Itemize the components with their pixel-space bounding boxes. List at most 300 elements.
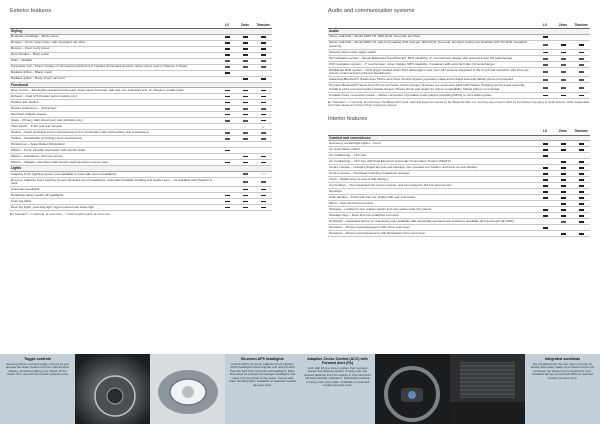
availability-cell <box>254 181 272 183</box>
optional-mark <box>579 79 584 81</box>
standard-mark <box>261 54 266 56</box>
feature-label: Panorama roof – Fixed, includes 2-off manual sunblinds (LX includes illuminated sunvisor vanity mirror) (and in Titanium X Pack) <box>11 64 187 69</box>
group-heading: Functional <box>10 83 272 89</box>
availability-cell <box>572 215 590 217</box>
availability-cell <box>218 114 236 116</box>
feature-label: Sunvisors – Driver's and passenger's with mirror and cover <box>329 225 410 230</box>
availability-cell <box>218 201 236 203</box>
standard-mark <box>261 207 266 209</box>
standard-mark <box>543 215 548 217</box>
feature-label: Automatic headlights <box>11 186 40 191</box>
column-header-titanium: Titanium <box>574 22 588 27</box>
optional-mark <box>225 138 230 140</box>
standard-mark <box>225 114 230 116</box>
feature-tile <box>225 354 300 424</box>
feature-label: Accessory socket/cigar lighter – Front <box>329 141 381 146</box>
optional-mark <box>261 60 266 62</box>
standard-mark <box>261 78 266 80</box>
feature-label: Air recirculation switch <box>329 147 360 152</box>
group-heading: Audio <box>328 29 590 35</box>
availability-cell <box>218 72 236 74</box>
availability-cell <box>254 102 272 104</box>
standard-mark <box>561 209 566 211</box>
availability-cell <box>254 54 272 56</box>
availability-cell <box>254 201 272 203</box>
availability-cell <box>254 162 272 164</box>
availability-cell <box>554 167 572 169</box>
availability-cell <box>218 102 236 104</box>
availability-cell <box>536 79 554 81</box>
table-row <box>328 83 590 92</box>
table-row <box>328 41 590 50</box>
feature-label: Heated rear window <box>11 99 39 104</box>
feature-label: Radiator grilles – Black, mesh <box>11 70 52 75</box>
availability-cell <box>554 64 572 66</box>
standard-mark <box>543 227 548 229</box>
optional-mark <box>561 64 566 66</box>
availability-cell <box>218 132 236 134</box>
availability-cell <box>254 114 272 116</box>
feature-label: Stowage trays – Rear 2nd row underfloor foot area <box>329 213 399 218</box>
standard-mark <box>579 143 584 145</box>
availability-cell <box>572 167 590 169</box>
feature-label: Wipers – Tailgate, intermittent with electric wash and auto reverse wipe <box>11 159 109 164</box>
availability-cell <box>536 64 554 66</box>
availability-cell <box>254 60 272 62</box>
standard-mark <box>261 42 266 44</box>
optional-mark <box>261 66 266 68</box>
feature-label: Glass – Privacy, dark tinted (rear side windows only) <box>11 117 83 122</box>
standard-mark <box>543 149 548 151</box>
optional-mark <box>561 79 566 81</box>
optional-mark <box>579 58 584 60</box>
availability-cell <box>218 207 236 209</box>
feature-label: Towbar – Detachable (including 13-pin electrical kit) <box>11 135 82 140</box>
availability-cell <box>572 64 590 66</box>
standard-mark <box>543 173 548 175</box>
optional-mark <box>543 64 548 66</box>
standard-mark <box>543 155 548 157</box>
standard-mark <box>243 162 248 164</box>
feature-label: Wipers – Autowipers, with rain sensor <box>11 153 63 158</box>
optional-mark <box>543 87 548 89</box>
availability-cell <box>236 36 254 38</box>
standard-mark <box>543 179 548 181</box>
pack-mark: ○ □ <box>260 172 266 177</box>
standard-mark <box>561 167 566 169</box>
column-header-zetec: Zetec <box>558 129 568 134</box>
availability-cell <box>236 207 254 209</box>
standard-mark <box>579 161 584 163</box>
feature-tile-title: Bi-xenon AFS headlights <box>241 357 284 361</box>
standard-mark <box>543 36 548 38</box>
availability-cell <box>572 173 590 175</box>
standard-mark <box>225 54 230 56</box>
availability-cell <box>254 48 272 50</box>
table-header <box>10 21 272 29</box>
feature-tile-title: Adaptive Cruise Control (ACC) with Forward Alert (FA) <box>307 357 368 365</box>
availability-cell <box>236 66 254 68</box>
availability-cell <box>236 132 254 134</box>
column-header-titanium: Titanium <box>256 22 270 27</box>
standard-mark <box>561 191 566 193</box>
optional-mark <box>243 138 248 140</box>
feature-tile-title: Integrated sunblinds <box>544 357 581 361</box>
availability-cell <box>536 155 554 157</box>
optional-mark <box>225 132 230 134</box>
column-header-lx: LX <box>542 22 548 27</box>
availability-cell <box>572 95 590 97</box>
pack-mark: □ <box>262 124 264 129</box>
standard-mark <box>243 102 248 104</box>
standard-mark <box>561 215 566 217</box>
feature-label: Air conditioning – CFC-free with Dual Electronic Automatic Temperature Control (DEATC) <box>329 159 451 164</box>
feature-tile-desc: Steering wheel-mounted toggle controls let you operate the audio system and the multi-function display, all without taking your hands off the wheel. (For use with Ford audio systems only) <box>5 361 70 377</box>
availability-cell <box>572 203 590 205</box>
feature-label: Radiator grilles – Body colour surround <box>11 76 65 81</box>
feature-label: Premium Bluetooth® Hands Free Phone and Voice Control System (includes pre-equipment pack (with battery charging) and tri-band antenna). Cradle is extra cost and requires Dealer-fitment. Please check with dealer for phone compatibility. Mobile phone not included. <box>329 83 526 91</box>
standard-mark <box>579 179 584 181</box>
availability-cell <box>536 44 554 46</box>
standard-mark <box>261 36 266 38</box>
optional-mark <box>261 108 266 110</box>
audio-table-header <box>328 21 590 29</box>
acc-photo <box>375 354 450 424</box>
feature-label: Paint – Metallic <box>11 58 32 63</box>
feature-label: Door mirrors – Electrically-operated and heated, body colour housings, with side turn indicators and, on Titanium, puddle lights <box>11 87 184 92</box>
availability-cell <box>572 52 590 54</box>
standard-mark <box>561 233 566 235</box>
standard-mark <box>543 191 548 193</box>
standard-mark <box>561 179 566 181</box>
feature-tile <box>0 354 75 424</box>
standard-mark <box>561 143 566 145</box>
standard-mark <box>225 36 230 38</box>
optional-mark <box>243 66 248 68</box>
table-row <box>10 178 272 187</box>
availability-cell <box>572 161 590 163</box>
feature-label: Stereo radio/CD – Model 6006 CD, with front loading 6CD changer, RDS EON, 'Keycode' anti-theft coding (not available with CD-DVD navigation systems) <box>329 40 528 48</box>
availability-cell <box>572 221 590 223</box>
standard-mark <box>543 197 548 199</box>
standard-mark <box>243 201 248 203</box>
optional-mark <box>225 60 230 62</box>
audio-legend: ■ = Standard, □ = Optional, at extra cost. The Bluetooth® word mark and logos are owned by the Bluetooth SIG, Inc. and any use of such marks by Ford Motor Company is under licence. Other trademarks and trade names are those of their respective owners. <box>328 99 590 108</box>
availability-cell <box>254 132 272 134</box>
availability-cell <box>254 108 272 110</box>
feature-label: Bodyside mouldings – Body colour <box>11 34 59 39</box>
standard-mark <box>243 42 248 44</box>
standard-mark <box>579 197 584 199</box>
availability-cell <box>536 173 554 175</box>
optional-mark <box>543 44 548 46</box>
standard-mark <box>243 54 248 56</box>
standard-mark <box>261 162 266 164</box>
standard-mark <box>225 96 230 98</box>
standard-mark <box>579 52 584 54</box>
availability-cell <box>236 102 254 104</box>
standard-mark <box>243 207 248 209</box>
feature-label: Door handles – Body colour <box>11 52 50 57</box>
standard-mark <box>561 185 566 187</box>
availability-cell <box>254 36 272 38</box>
feature-label: Rear fog lights, reversing light, high-mounted rear brake light <box>11 204 95 209</box>
availability-cell <box>236 60 254 62</box>
standard-mark <box>243 114 248 116</box>
availability-cell <box>554 79 572 81</box>
availability-cell <box>218 48 236 50</box>
standard-mark <box>243 78 248 80</box>
feature-tile-desc: Are integrated into the rear doors and can be quickly and easily drawn up to block out the sun and keep the whole rear compartment cool. Available during second half 2006 on selected models (at extra cost). <box>530 361 595 380</box>
availability-cell <box>218 162 236 164</box>
standard-mark <box>243 96 248 98</box>
standard-mark <box>579 44 584 46</box>
availability-cell <box>236 108 254 110</box>
feature-label: Towbar – Fixed (including 13-pin electrical kit) (not in combination with self-levelling rear suspension) <box>11 129 149 134</box>
availability-cell <box>236 78 254 80</box>
feature-label: Adaptive Front Lighting System (not available to order with xenon headlights) <box>11 171 117 176</box>
availability-cell <box>236 125 254 129</box>
optional-mark <box>579 71 584 73</box>
availability-cell <box>218 138 236 140</box>
feature-label: CD navigation system – Bosch Blaupunkt TravelPilot EX, MP3 capability, 4" monochrome display with external 6-disc CD autochanger <box>329 55 513 60</box>
feature-label: Cup holders – Two integrated into centre console, and two located in 3rd row armrest trim <box>329 183 452 188</box>
standard-mark <box>225 150 230 152</box>
availability-cell <box>254 207 272 209</box>
availability-cell <box>572 149 590 151</box>
feature-label: Grab handles – Front and 2nd row, folding with rear coat hooks <box>329 195 416 200</box>
standard-mark <box>243 36 248 38</box>
optional-mark <box>225 66 230 68</box>
feature-label: 'Park Assist' – Front and rear sensors <box>11 123 63 128</box>
availability-cell <box>236 90 254 92</box>
standard-mark <box>225 102 230 104</box>
feature-label: Stowage – Located in rear quarter panels and rear quarter side trim panels <box>329 207 432 212</box>
sunblind-photo <box>450 354 525 424</box>
availability-cell <box>254 78 272 80</box>
availability-cell <box>254 156 272 158</box>
exterior-features-table <box>10 29 272 211</box>
availability-cell <box>554 185 572 187</box>
availability-cell <box>536 185 554 187</box>
audio-section-title: Audio and communication systems <box>328 8 415 14</box>
standard-mark <box>225 201 230 203</box>
feature-label: MultiMedia DVD system – DVD player located under front passenger's seat, two LCD screens integrated in the front head restraints, with infra-red remote control and two infra-red headphones <box>329 67 529 76</box>
feature-label: Headlamp delay (switch-off headlights <box>11 192 64 197</box>
availability-cell <box>254 120 272 122</box>
exterior-features-panel <box>10 8 272 217</box>
availability-cell <box>254 172 272 176</box>
column-header-zetec: Zetec <box>240 22 250 27</box>
optional-mark <box>261 181 266 183</box>
standard-mark <box>561 52 566 54</box>
optional-mark <box>579 87 584 89</box>
feature-label: Centre console – Includes hinged armrest and stowage, two moulded cup holders, and 2nd row rear ashtray <box>329 165 477 170</box>
availability-cell <box>536 143 554 145</box>
availability-cell <box>572 209 590 211</box>
standard-mark <box>261 195 266 197</box>
page-title: Exterior features <box>10 8 52 14</box>
availability-cell <box>236 173 254 175</box>
availability-cell <box>236 189 254 191</box>
availability-cell <box>572 87 590 89</box>
optional-mark <box>243 132 248 134</box>
availability-cell <box>254 42 272 44</box>
availability-cell <box>218 54 236 56</box>
feature-label: Exhaust – Dual (2.5 Duratec petrol models only) <box>11 93 77 98</box>
pack-mark: ○ <box>244 124 246 129</box>
availability-cell <box>572 79 590 81</box>
standard-mark <box>261 90 266 92</box>
availability-cell <box>554 221 572 223</box>
optional-mark <box>261 132 266 134</box>
availability-cell <box>254 66 272 68</box>
standard-mark <box>579 203 584 205</box>
availability-cell <box>554 87 572 89</box>
availability-cell <box>554 191 572 193</box>
availability-cell <box>236 48 254 50</box>
standard-mark <box>579 221 584 223</box>
availability-cell <box>554 149 572 151</box>
availability-cell <box>254 189 272 191</box>
availability-cell <box>572 197 590 199</box>
table-row <box>328 93 590 99</box>
standard-mark <box>579 191 584 193</box>
optional-mark <box>225 120 230 122</box>
availability-cell <box>218 36 236 38</box>
availability-cell <box>536 227 554 229</box>
feature-tile-desc: ACC with FA is a clever system that monitors speed and distance control. Simply enter the desired distance from the vehicle in front and ACC will automatically maintain it. Particularly relaxing in heavy rush-hour traffic. Available on selected models (at extra cost). <box>304 365 371 388</box>
feature-label: Stereo radio/CD – Model 6000 CD, RDS EON, 'Keycode' anti-theft <box>329 34 420 39</box>
availability-cell <box>554 179 572 181</box>
availability-cell <box>236 156 254 158</box>
group-heading: Styling <box>10 29 272 35</box>
standard-mark <box>225 72 230 74</box>
availability-cell <box>218 90 236 92</box>
availability-cell <box>554 203 572 205</box>
column-header-titanium: Titanium <box>574 129 588 134</box>
interior-table-header <box>328 128 590 136</box>
standard-mark <box>225 42 230 44</box>
availability-cell <box>554 173 572 175</box>
availability-cell <box>236 138 254 140</box>
standard-mark <box>225 90 230 92</box>
availability-cell <box>572 191 590 193</box>
standard-mark <box>261 201 266 203</box>
availability-cell <box>536 71 554 73</box>
feature-label: Glovebox <box>329 189 343 194</box>
availability-cell <box>536 87 554 89</box>
availability-cell <box>554 58 572 60</box>
standard-mark <box>261 120 266 122</box>
legend: ■ = Standard, □ = Optional, at extra cost, ○ = Part of option pack, at extra cost. <box>10 212 111 217</box>
optional-mark <box>243 173 248 175</box>
availability-cell <box>218 150 236 152</box>
availability-cell <box>236 162 254 164</box>
feature-label: Heated windscreen – 'Quickclear' <box>11 105 57 110</box>
optional-mark <box>579 64 584 66</box>
availability-cell <box>554 209 572 211</box>
availability-cell <box>218 108 236 110</box>
availability-cell <box>218 120 236 122</box>
standard-mark <box>225 162 230 164</box>
standard-mark <box>261 114 266 116</box>
standard-mark <box>243 189 248 191</box>
standard-mark <box>261 156 266 158</box>
feature-label: DVD navigation system – 7" touchscreen, colour display, MP3 capability, 4 speakers with external 6-disc CD autochanger <box>329 61 495 66</box>
availability-cell <box>236 114 254 116</box>
availability-cell <box>554 161 572 163</box>
availability-cell <box>536 191 554 193</box>
availability-cell <box>572 233 590 235</box>
standard-mark <box>543 143 548 145</box>
availability-cell <box>554 143 572 145</box>
availability-cell <box>554 52 572 54</box>
feature-label: Advanced Bluetooth® Hands Free Phone and Voice Control System (excludes cradle and tri-band antenna) Mobile phone not included <box>329 77 514 82</box>
feature-label: Air conditioning – CFC-free <box>329 153 367 158</box>
availability-cell <box>254 96 272 98</box>
availability-cell <box>554 71 572 73</box>
group-heading: Lights <box>10 166 272 172</box>
feature-label: Front fog lights <box>11 198 32 203</box>
standard-mark <box>561 173 566 175</box>
audio-interior-panel <box>328 8 590 237</box>
optional-mark <box>561 221 566 223</box>
standard-mark <box>579 149 584 151</box>
availability-cell <box>572 44 590 46</box>
optional-mark <box>561 87 566 89</box>
feature-label: Sunblinds – Integrated pull up on rear doors (only available with electrically-operated rear windows) (available during second half 2006) <box>329 219 514 224</box>
availability-cell <box>218 60 236 62</box>
standard-mark <box>561 203 566 205</box>
table-row <box>10 205 272 211</box>
feature-label: Portable music connection socket – Allows connection of portable music players (including MP3s) to car's audio system <box>329 92 493 97</box>
availability-cell <box>536 209 554 211</box>
standard-mark <box>261 102 266 104</box>
availability-cell <box>236 54 254 56</box>
availability-cell <box>536 52 554 54</box>
interior-table <box>328 136 590 238</box>
availability-cell <box>536 36 554 38</box>
availability-cell <box>218 66 236 68</box>
availability-cell <box>254 125 272 129</box>
availability-cell <box>236 96 254 98</box>
feature-label: Bumper – Front, body colour, with integrated rub strips <box>11 40 86 45</box>
standard-mark <box>225 48 230 50</box>
standard-mark <box>579 233 584 235</box>
optional-mark <box>543 58 548 60</box>
standard-mark <box>261 189 266 191</box>
optional-mark <box>543 71 548 73</box>
optional-mark <box>561 58 566 60</box>
availability-cell <box>254 138 272 140</box>
availability-cell <box>536 149 554 151</box>
feature-tile <box>300 354 375 424</box>
standard-mark <box>243 48 248 50</box>
availability-cell <box>536 58 554 60</box>
feature-label: Mirror – Auto-dimming rear-view <box>329 201 374 206</box>
standard-mark <box>543 167 548 169</box>
standard-mark <box>579 95 584 97</box>
availability-cell <box>554 95 572 97</box>
standard-mark <box>543 52 548 54</box>
standard-mark <box>543 209 548 211</box>
optional-mark <box>543 79 548 81</box>
standard-mark <box>261 96 266 98</box>
availability-cell <box>572 143 590 145</box>
availability-cell <box>536 215 554 217</box>
availability-cell <box>218 42 236 44</box>
